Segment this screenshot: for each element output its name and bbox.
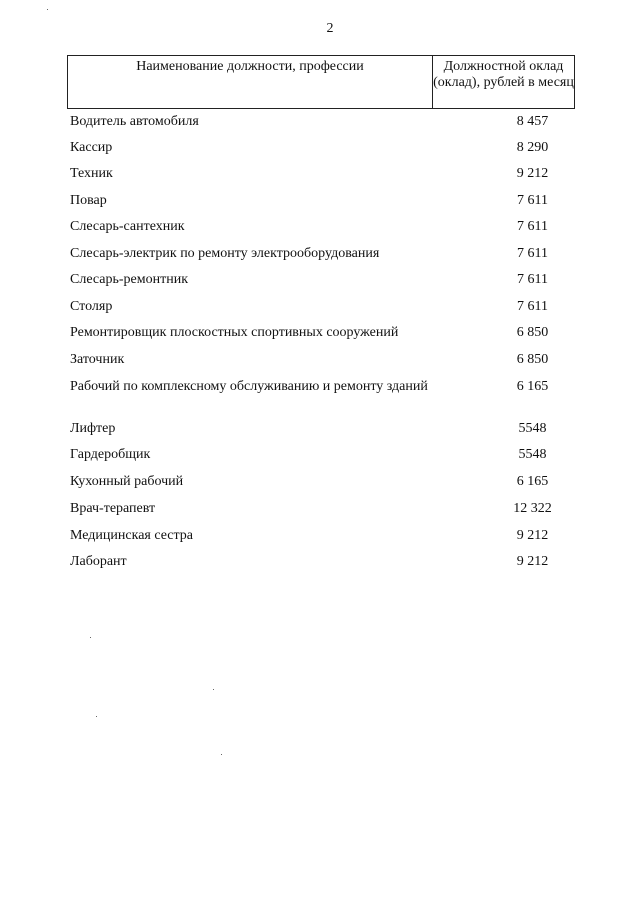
position-name: Ремонтировщик плоскостных спортивных сооружений (70, 325, 399, 340)
scan-speck (221, 754, 222, 755)
scan-speck (47, 9, 48, 10)
scan-speck (96, 716, 97, 717)
position-name: Техник (70, 166, 113, 181)
salary-value: 6 850 (516, 325, 549, 340)
position-name: Кассир (70, 140, 113, 155)
position-name: Слесарь-ремонтник (70, 272, 189, 287)
salary-value: 9 212 (516, 166, 549, 181)
salary-value: 7 611 (517, 246, 548, 261)
scan-speck (90, 637, 91, 638)
position-name: Столяр (70, 299, 113, 314)
salary-value: 6 165 (516, 379, 549, 394)
table-header (67, 55, 575, 109)
salary-value: 12 322 (513, 501, 552, 516)
salary-value: 5548 (518, 447, 547, 462)
position-name: Рабочий по комплексному обслуживанию и ремонту зданий (70, 379, 428, 394)
salary-value: 6 165 (516, 474, 549, 489)
position-name: Кухонный рабочий (70, 474, 184, 489)
salary-value: 7 611 (517, 299, 548, 314)
salary-value: 8 457 (516, 114, 549, 129)
salary-value: 9 212 (516, 528, 549, 543)
header-salary: Должностной оклад (оклад), рублей в месяц (433, 59, 574, 90)
position-name: Водитель автомобиля (70, 114, 199, 129)
position-name: Лифтер (70, 421, 116, 436)
salary-value: 7 611 (517, 219, 548, 234)
position-name: Слесарь-электрик по ремонту электрооборудования (70, 246, 380, 261)
header-position-name: Наименование должности, профессии (136, 59, 364, 74)
position-name: Слесарь-сантехник (70, 219, 185, 234)
salary-value: 5548 (518, 421, 547, 436)
salary-value: 8 290 (516, 140, 549, 155)
salary-value: 9 212 (516, 554, 549, 569)
scan-speck (213, 689, 214, 690)
salary-value: 7 611 (517, 272, 548, 287)
position-name: Гардеробщик (70, 447, 151, 462)
position-name: Медицинская сестра (70, 528, 194, 543)
position-name: Повар (70, 193, 107, 208)
position-name: Врач-терапевт (70, 501, 156, 516)
position-name: Лаборант (70, 554, 127, 569)
salary-value: 7 611 (517, 193, 548, 208)
salary-value: 6 850 (516, 352, 549, 367)
page-number: 2 (326, 21, 334, 36)
position-name: Заточник (70, 352, 125, 367)
